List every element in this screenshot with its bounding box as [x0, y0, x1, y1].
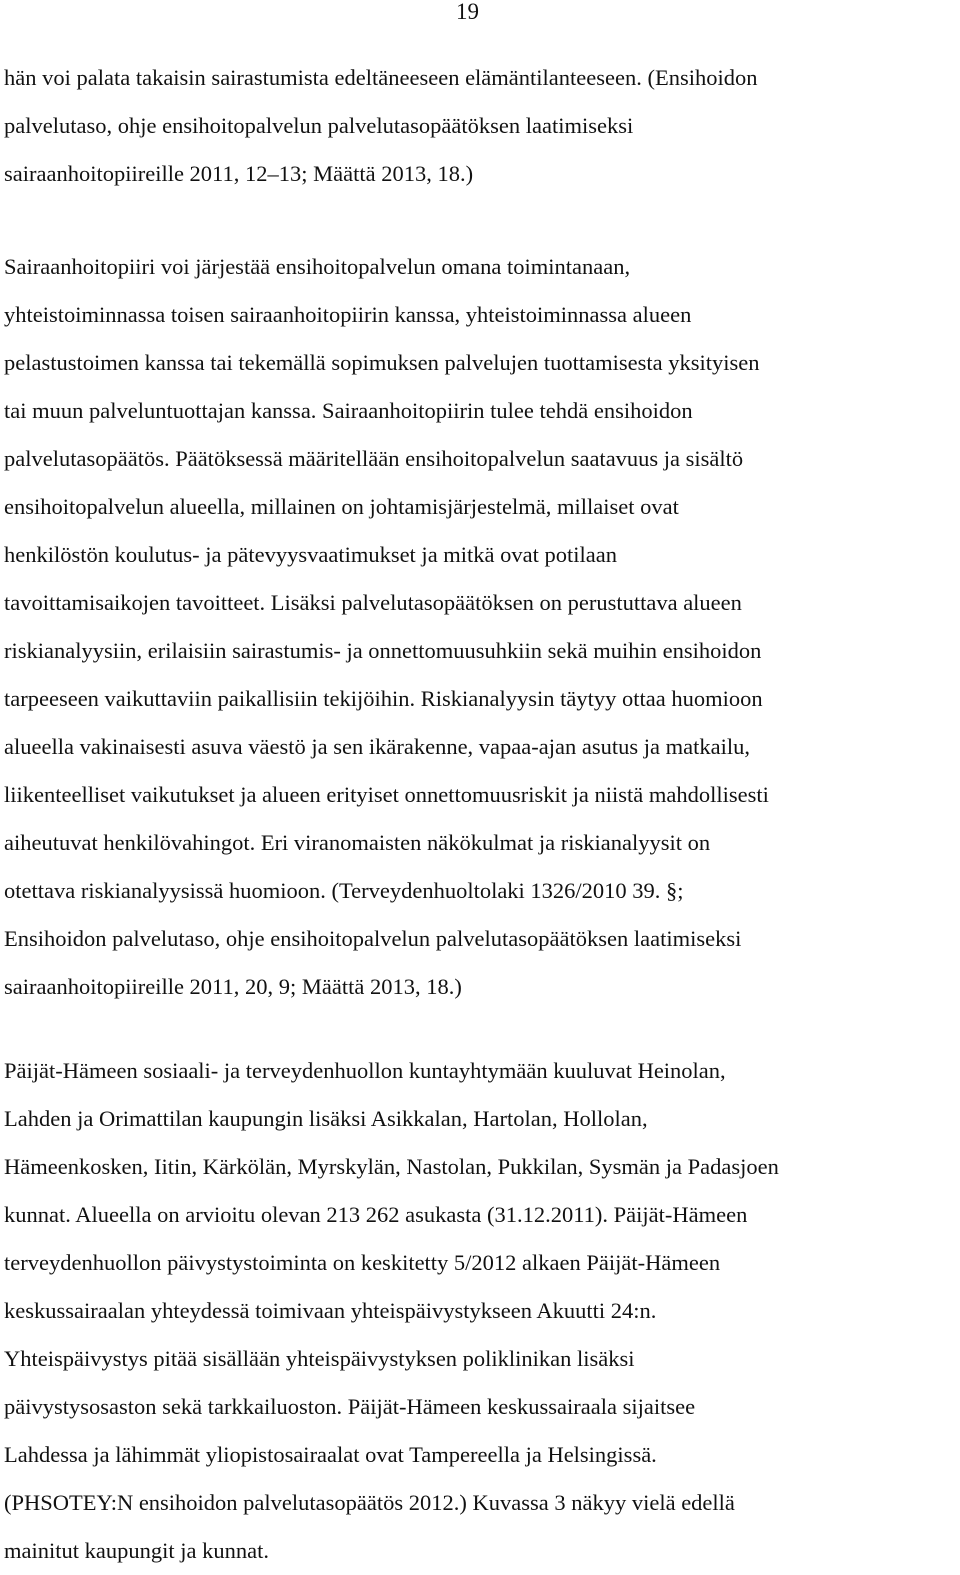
paragraph-1	[4, 54, 960, 198]
text-line: yhteistoiminnassa toisen sairaanhoitopiirin kanssa, yhteistoiminnassa alueen	[4, 302, 692, 327]
text-line: henkilöstön koulutus- ja pätevyysvaatimukset ja mitkä ovat potilaan	[4, 542, 618, 567]
text-line: Ensihoidon palvelutaso, ohje ensihoitopalvelun palvelutasopäätöksen laatimiseksi	[4, 926, 742, 951]
text-line: Yhteispäivystys pitää sisällään yhteispäivystyksen poliklinikan lisäksi	[4, 1346, 635, 1371]
page-number: 19	[456, 0, 479, 24]
text-line: palvelutaso, ohje ensihoitopalvelun palvelutasopäätöksen laatimiseksi	[4, 113, 634, 138]
text-line: terveydenhuollon päivystystoiminta on keskitetty 5/2012 alkaen Päijät-Hämeen	[4, 1250, 721, 1275]
text-line: Sairaanhoitopiiri voi järjestää ensihoitopalvelun omana toimintanaan,	[4, 254, 631, 279]
text-line: tai muun palveluntuottajan kanssa. Sairaanhoitopiirin tulee tehdä ensihoidon	[4, 398, 693, 423]
text-line: Hämeenkosken, Iitin, Kärkölän, Myrskylän, Nastolan, Pukkilan, Sysmän ja Padasjoen	[4, 1154, 779, 1179]
text-line: hän voi palata takaisin sairastumista edeltäneeseen elämäntilanteeseen. (Ensihoidon	[4, 65, 758, 90]
text-line: päivystysosaston sekä tarkkailuoston. Päijät-Hämeen keskussairaala sijaitsee	[4, 1394, 696, 1419]
text-line: pelastustoimen kanssa tai tekemällä sopimuksen palvelujen tuottamisesta yksityisen	[4, 350, 760, 375]
text-line: sairaanhoitopiireille 2011, 12–13; Määttä 2013, 18.)	[4, 161, 474, 186]
text-line: Päijät-Hämeen sosiaali- ja terveydenhuollon kuntayhtymään kuuluvat Heinolan,	[4, 1058, 726, 1083]
text-line: Lahden ja Orimattilan kaupungin lisäksi Asikkalan, Hartolan, Hollolan,	[4, 1106, 648, 1131]
text-line: ensihoitopalvelun alueella, millainen on johtamisjärjestelmä, millaiset ovat	[4, 494, 679, 519]
text-line: Lahdessa ja lähimmät yliopistosairaalat ovat Tampereella ja Helsingissä.	[4, 1442, 657, 1467]
text-line: mainitut kaupungit ja kunnat.	[4, 1538, 269, 1563]
text-line: alueella vakinaisesti asuva väestö ja sen ikärakenne, vapaa-ajan asutus ja matkailu,	[4, 734, 750, 759]
text-line: riskianalyysiin, erilaisiin sairastumis- ja onnettomuusuhkiin sekä muihin ensihoidon	[4, 638, 762, 663]
text-line: palvelutasopäätös. Päätöksessä määritellään ensihoitopalvelun saatavuus ja sisältö	[4, 446, 744, 471]
text-line: aiheutuvat henkilövahingot. Eri viranomaisten näkökulmat ja riskianalyysit on	[4, 830, 711, 855]
paragraph-2	[4, 243, 960, 1011]
text-line: otettava riskianalyysissä huomioon. (Terveydenhuoltolaki 1326/2010 39. §;	[4, 878, 684, 903]
text-line: keskussairaalan yhteydessä toimivaan yhteispäivystykseen Akuutti 24:n.	[4, 1298, 657, 1323]
text-line: kunnat. Alueella on arvioitu olevan 213 262 asukasta (31.12.2011). Päijät-Hämeen	[4, 1202, 748, 1227]
text-line: tavoittamisaikojen tavoitteet. Lisäksi palvelutasopäätöksen on perustuttava alueen	[4, 590, 742, 615]
paragraph-3	[4, 1047, 960, 1575]
text-line: (PHSOTEY:N ensihoidon palvelutasopäätös 2012.) Kuvassa 3 näkyy vielä edellä	[4, 1490, 735, 1515]
text-line: liikenteelliset vaikutukset ja alueen erityiset onnettomuusriskit ja niistä mahdollisesti	[4, 782, 769, 807]
text-line: sairaanhoitopiireille 2011, 20, 9; Määttä 2013, 18.)	[4, 974, 462, 999]
text-line: tarpeeseen vaikuttaviin paikallisiin tekijöihin. Riskianalyysin täytyy ottaa huomioon	[4, 686, 763, 711]
